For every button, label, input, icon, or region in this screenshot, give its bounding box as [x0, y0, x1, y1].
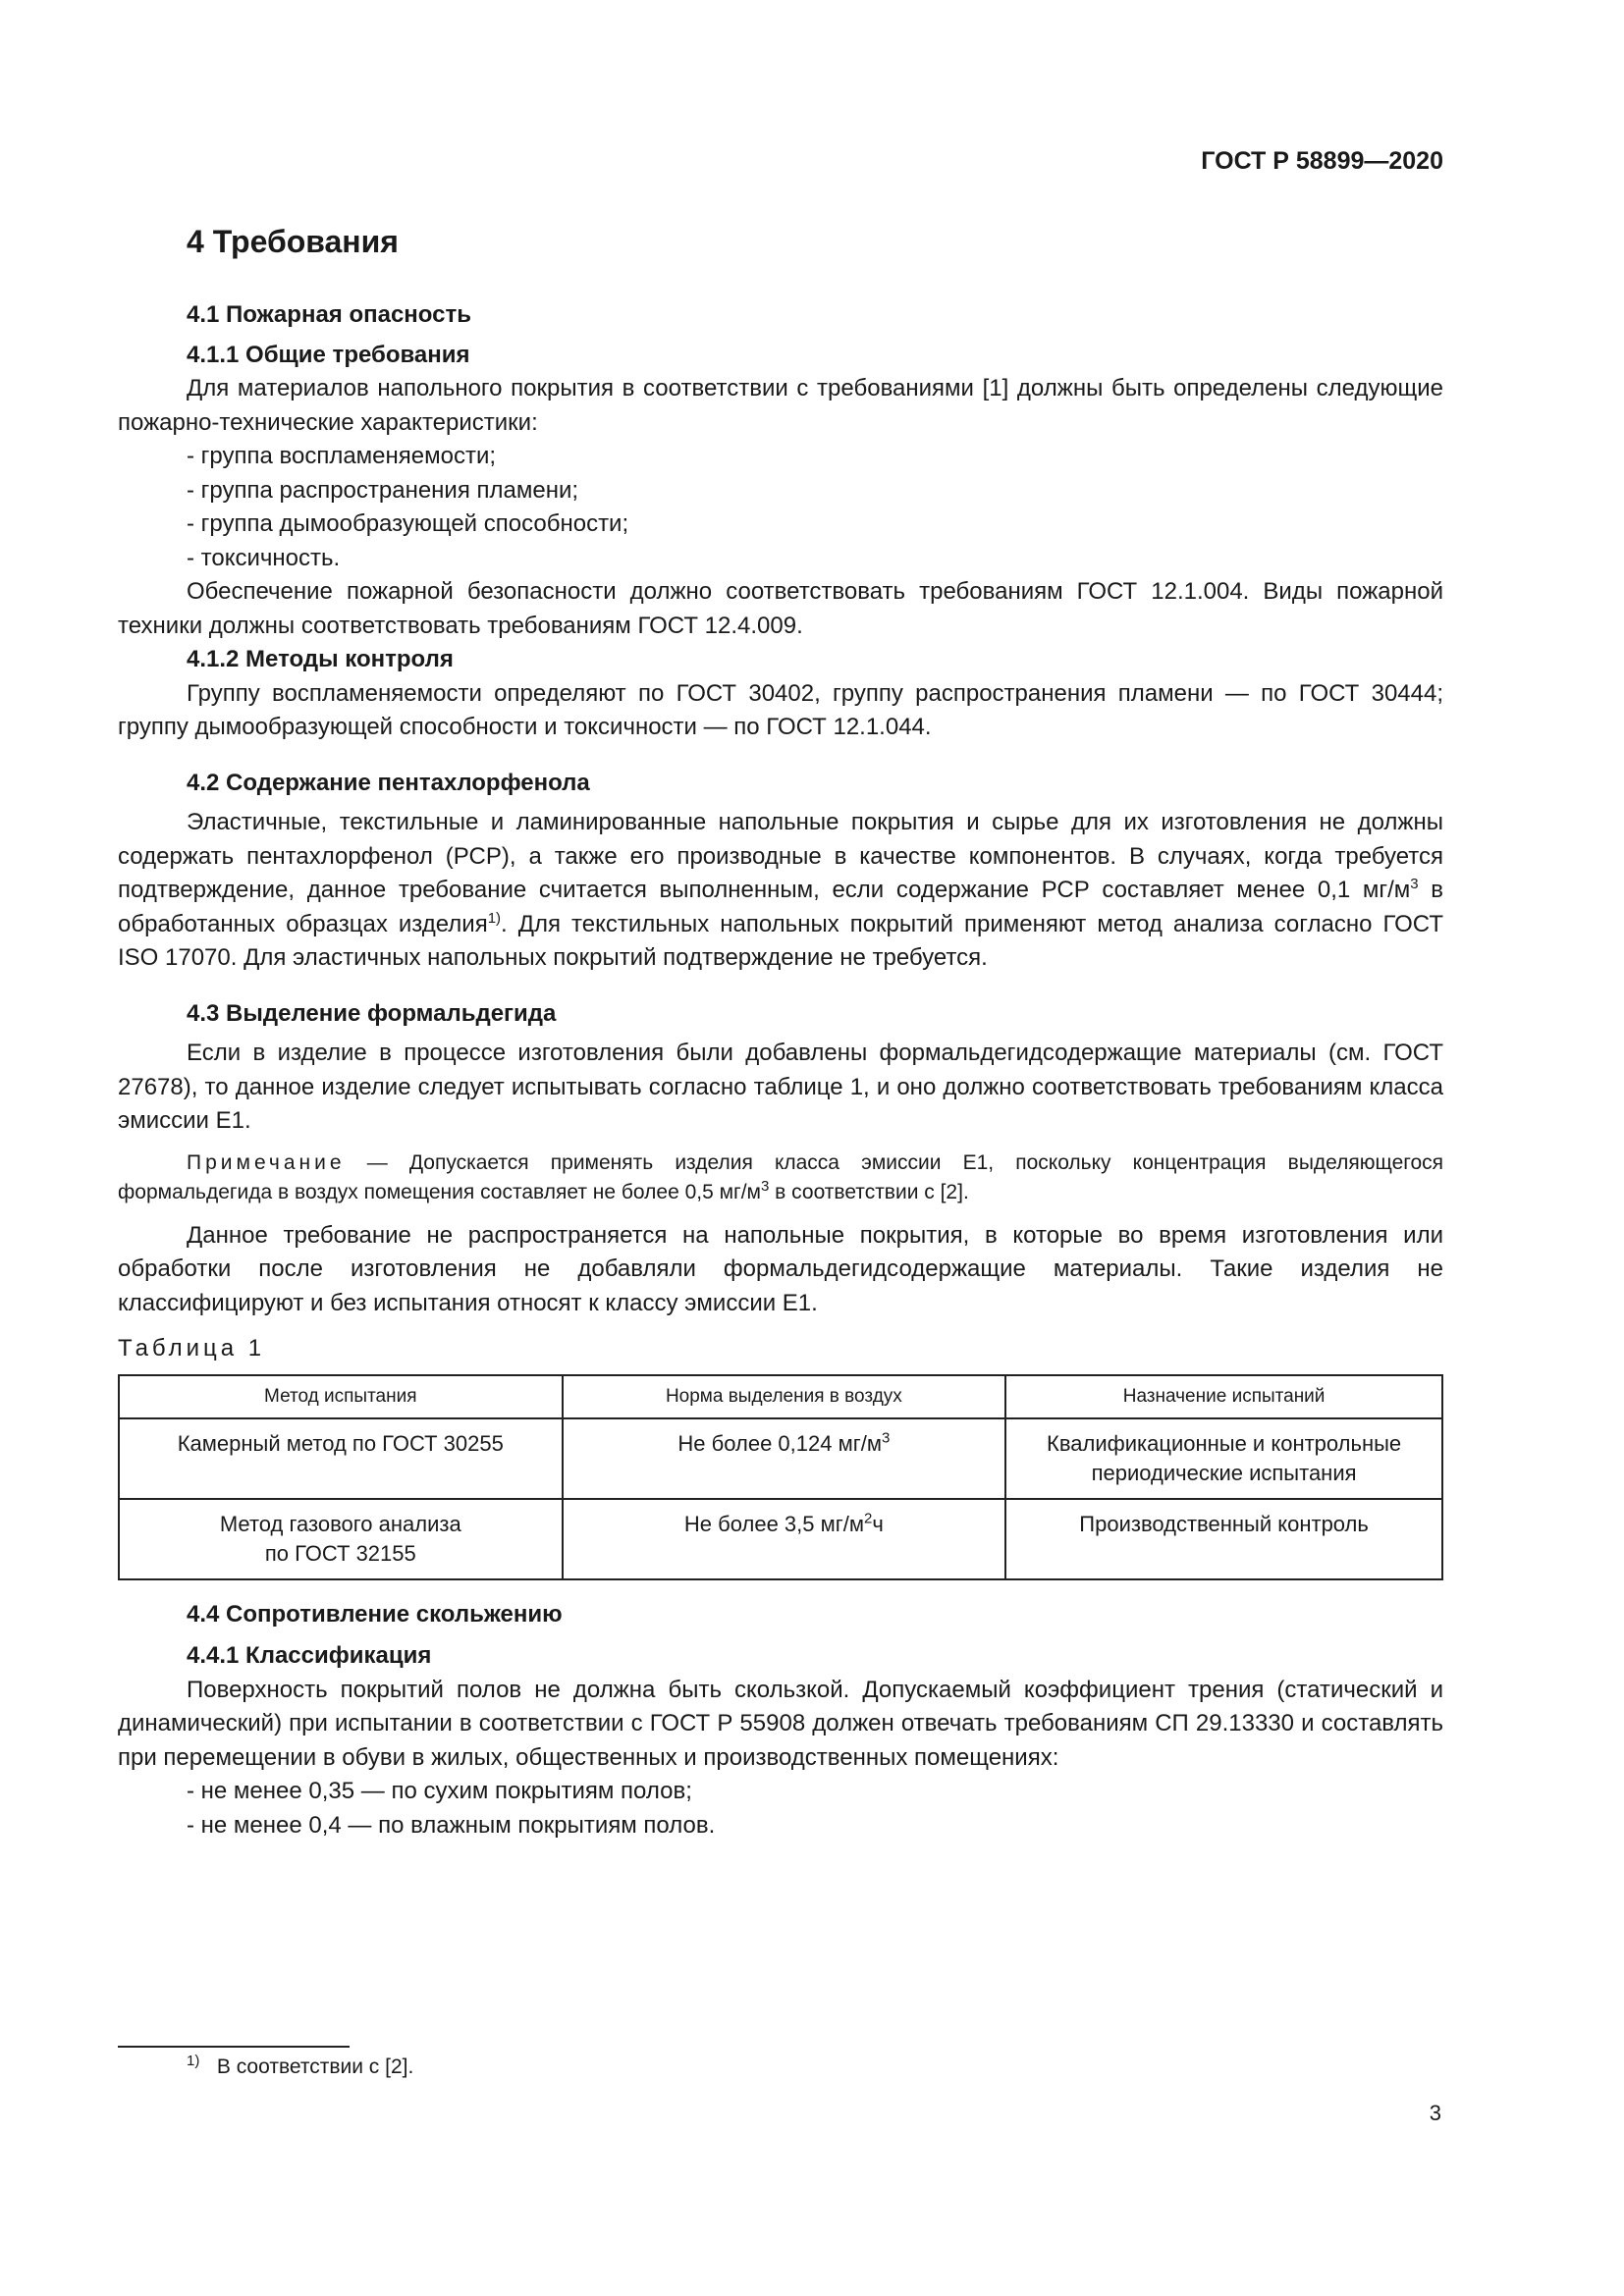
note-tail: в соответствии с [2].: [769, 1180, 969, 1203]
norm-value: Не более 0,124 мг/м: [677, 1430, 882, 1456]
subsection-title-4-4: 4.4 Сопротивление скольжению: [187, 1600, 563, 1628]
footnote-ref: 1): [487, 909, 502, 927]
table-cell-method: Камерный метод по ГОСТ 30255: [119, 1418, 563, 1499]
method-line: по ГОСТ 32155: [264, 1540, 416, 1566]
footnote-separator: [118, 2046, 350, 2048]
footnote: [187, 2054, 413, 2081]
table-cell-method: [119, 1499, 563, 1579]
section-title: 4 Требования: [187, 224, 399, 259]
footnote-text: В соответствии с [2].: [216, 2056, 414, 2078]
paragraph-4-3-b: Данное требование не распространяется на напольные покрытия, в которые во время изготовления или обработки после изготовления не добавляли формальдегидсодержащие материалы. Такие изделия не классифицируют и без испытания относят к классу эмиссии Е1.: [118, 1221, 1443, 1316]
subsection-title-4-1-2: 4.1.2 Методы контроля: [187, 646, 454, 672]
page-content: [118, 222, 1443, 1842]
paragraph-4-2-part-b: в обработанных образцах изделия: [118, 877, 1443, 937]
norm-unit: ч: [872, 1511, 884, 1536]
table-header-row: [119, 1375, 1442, 1418]
table-cell-norm: [563, 1499, 1006, 1579]
table-caption: Таблица 1: [118, 1335, 266, 1362]
table-row: [119, 1418, 1442, 1499]
table-header-cell: Норма выделения в воздух: [563, 1375, 1006, 1418]
subsection-title-4-2: 4.2 Содержание пентахлорфенола: [187, 769, 590, 796]
footnote-mark: 1): [187, 2053, 200, 2069]
paragraph-4-1-1-intro: Для материалов напольного покрытия в соответствии с требованиями [1] должны быть определены следующие пожарно-технические характеристики:: [118, 375, 1443, 436]
superscript: 3: [881, 1429, 891, 1447]
list-item: - не менее 0,35 — по сухим покрытиям полов;: [187, 1778, 692, 1804]
paragraph-4-3-a: Если в изделие в процессе изготовления были добавлены формальдегидсодержащие материалы (см. ГОСТ 27678), то данное изделие следует испытывать согласно таблице 1, и оно должно соответствовать требованиям класса эмиссии Е1.: [118, 1040, 1443, 1134]
superscript: 3: [760, 1177, 770, 1195]
subsection-title-4-1-1: 4.1.1 Общие требования: [187, 341, 470, 368]
table-cell-norm: [563, 1418, 1006, 1499]
paragraph-4-1-1-fire-safety: Обеспечение пожарной безопасности должно соответствовать требованиям ГОСТ 12.1.004. Виды пожарной техники должны соответствовать требованиям ГОСТ 12.4.009.: [118, 578, 1443, 639]
table-cell-purpose: Квалификационные и контрольные периодические испытания: [1005, 1418, 1442, 1499]
subsection-title-4-3: 4.3 Выделение формальдегида: [187, 999, 557, 1027]
table-header-cell: Назначение испытаний: [1005, 1375, 1442, 1418]
list-item: - группа распространения пламени;: [187, 476, 579, 504]
list-item: - токсичность.: [187, 544, 341, 571]
paragraph-4-2-part-a: Эластичные, текстильные и ламинированные напольные покрытия и сырье для их изготовления не должны содержать пентахлорфенол (РСР), а также его производные в качестве компонентов. В случаях, когда требуется подтверждение, данное требование считается выполненным, если содержание РСР составляет менее 0,1 мг/м: [118, 809, 1443, 903]
list-item: - группа воспламеняемости;: [187, 443, 497, 469]
table-row: [119, 1499, 1442, 1579]
paragraph-4-4-1: Поверхность покрытий полов не должна быть скользкой. Допускаемый коэффициент трения (статический и динамический) при испытании в соответствии с ГОСТ Р 55908 должен отвечать требованиям СП 29.13330 и составлять при перемещении в обуви в жилых, общественных и производственных помещениях:: [118, 1676, 1443, 1771]
table-header-cell: Метод испытания: [119, 1375, 563, 1418]
note-label: Примечание: [187, 1150, 346, 1174]
list-item: - не менее 0,4 — по влажным покрытиям полов.: [187, 1811, 716, 1839]
paragraph-4-2: [118, 806, 1443, 976]
paragraph-4-1-2: Группу воспламеняемости определяют по ГОСТ 30402, группу распространения пламени — по ГОСТ 30444; группу дымообразующей способности и токсичности — по ГОСТ 12.1.044.: [118, 679, 1443, 740]
norm-value: Не более 3,5 мг/м: [683, 1511, 864, 1536]
list-item: - группа дымообразующей способности;: [187, 510, 629, 537]
method-line: Метод газового анализа: [219, 1511, 461, 1536]
emission-table: [118, 1374, 1443, 1580]
document-code: ГОСТ Р 58899—2020: [1201, 147, 1443, 175]
note-text: — Допускается применять изделия класса эмиссии Е1, поскольку концентрация выделяющегося формальдегида в воздух помещения составляет не более 0,5 мг/м: [118, 1150, 1443, 1203]
superscript: 3: [1410, 876, 1419, 892]
subsection-title-4-1: 4.1 Пожарная опасность: [187, 301, 472, 328]
superscript: 2: [864, 1510, 873, 1527]
paragraph-4-2-part-c: . Для текстильных напольных покрытий применяют метод анализа согласно ГОСТ ISO 17070. Для эластичных напольных покрытий подтверждение не требуется.: [118, 910, 1443, 971]
page-number: 3: [1429, 2101, 1441, 2125]
table-cell-purpose: Производственный контроль: [1005, 1499, 1442, 1579]
note: [118, 1148, 1443, 1207]
subsection-title-4-4-1: 4.4.1 Классификация: [187, 1642, 432, 1669]
